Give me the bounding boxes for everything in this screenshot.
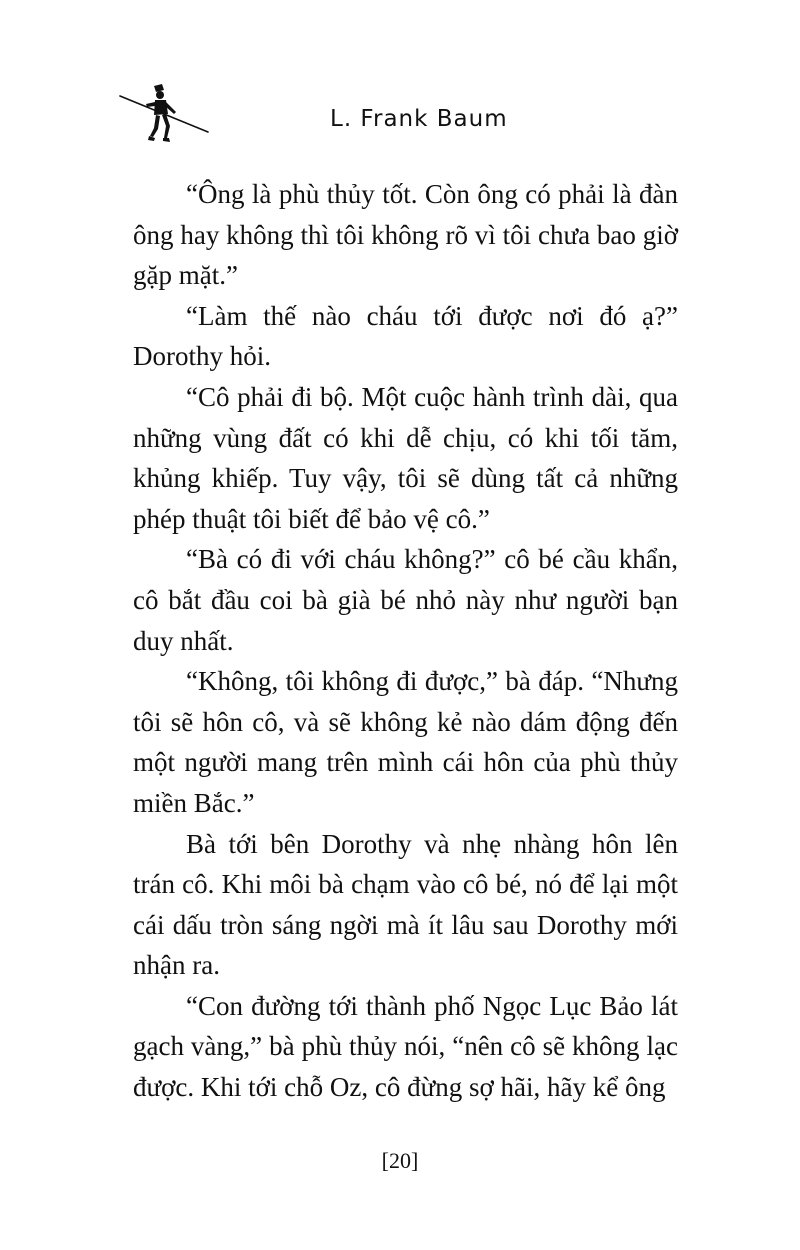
paragraph: “Con đường tới thành phố Ngọc Lục Bảo lát gạch vàng,” bà phù thủy nói, “nên cô sẽ không lạc được. Khi tới chỗ Oz, cô đừng sợ hãi, hãy kể ông [133,990,678,1103]
paragraph: “Làm thế nào cháu tới được nơi đó ạ?” Dorothy hỏi. [133,300,678,372]
paragraph: “Không, tôi không đi được,” bà đáp. “Nhưng tôi sẽ hôn cô, và sẽ không kẻ nào dám động đến một người mang trên mình cái hôn của phù thủy miền Bắc.” [133,666,678,818]
tightrope-walker-icon [118,82,210,148]
paragraph: “Bà có đi với cháu không?” cô bé cầu khẩn, cô bắt đầu coi bà già bé nhỏ này như người bạn duy nhất. [133,544,678,656]
page-header [0,0,800,160]
page-number: [20] [381,1148,419,1173]
running-header-author: L. Frank Baum [330,106,508,132]
paragraph: Bà tới bên Dorothy và nhẹ nhàng hôn lên trán cô. Khi môi bà chạm vào cô bé, nó để lại một cái dấu tròn sáng ngời mà ít lâu sau Dorothy mới nhận ra. [133,828,678,981]
paragraph: “Ông là phù thủy tốt. Còn ông có phải là đàn ông hay không thì tôi không rõ vì tôi chưa bao giờ gặp mặt.” [133,179,678,291]
body-text [133,174,678,1108]
paragraph: “Cô phải đi bộ. Một cuộc hành trình dài, qua những vùng đất có khi dễ chịu, có khi tối tăm, khủng khiếp. Tuy vậy, tôi sẽ dùng tất cả những phép thuật tôi biết để bảo vệ cô.” [133,381,678,534]
